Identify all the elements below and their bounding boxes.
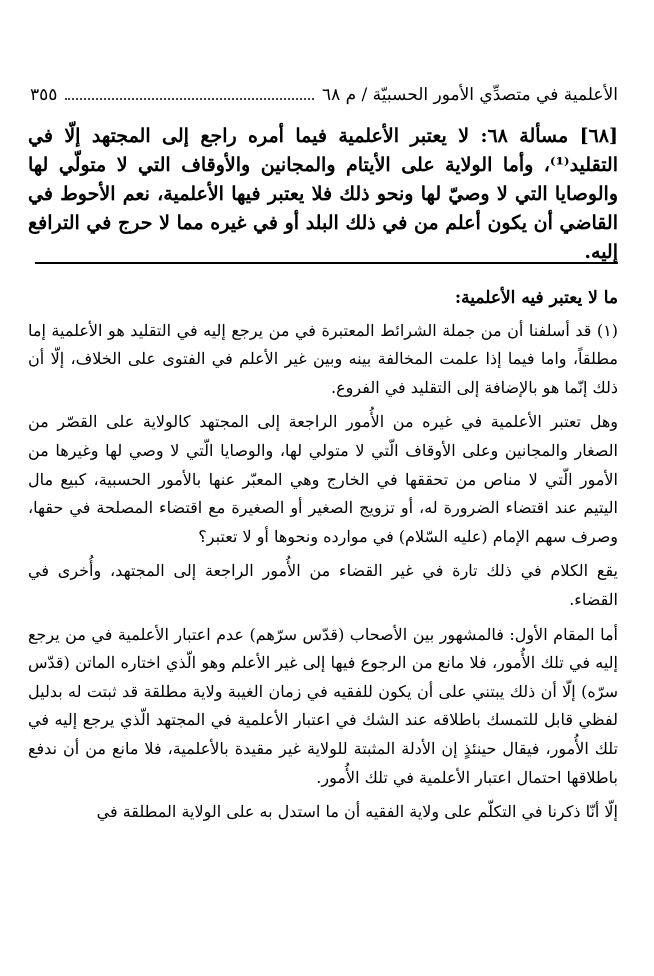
issue-68-paragraph: [٦٨] مسألة ٦٨: لا يعتبر الأعلمية فيما أمره راجع إلى المجتهد إلّا في التقليد⁽¹⁾، وأما الولاية على الأيتام والمجانين والأوقاف التي لا متولّي لها والوصايا التي لا وصيّ لها ونحو ذلك فلا يعتبر فيها الأعلمية، نعم الأحوط في القاضي أن يكون أعلم من في ذلك البلد أو في غيره مما لا حرج في الترافع إليه. bbox=[28, 125, 618, 263]
page-number: ٣٥٥ bbox=[30, 85, 58, 105]
running-title: الأعلمية في متصدِّي الأمور الحسبيّة / م ٦٨ bbox=[321, 85, 618, 105]
commentary-paragraph: وهل تعتبر الأعلمية في غيره من الأُمور الراجعة إلى المجتهد كالولاية على القصّر من الصغار والمجانين وعلى الأوقاف الّتي لا متولي لها، والوصايا الّتي لا وصي لها وغيرها من الأمور الّتي لا مناص من تحققها في الخارج وهي المعبّر عنها بالأمور الحسبية، كبيع مال اليتيم عند اقتضاء الضرورة له، أو تزويج الصغير أو الصغيرة مع اقتضاء المصلحة في حقها، وصرف سهم الإمام (عليه السّلام) في موارده ونحوها أو لا تعتبر؟ bbox=[28, 412, 618, 546]
section-heading: ما لا يعتبر فيه الأعلمية: bbox=[454, 288, 618, 308]
page-header bbox=[30, 82, 618, 108]
commentary-paragraph: إلّا أنّا ذكرنا في التكلّم على ولاية الفقيه أن ما استدل به على الولاية المطلقة في bbox=[96, 802, 618, 822]
commentary-block bbox=[28, 284, 618, 833]
commentary-paragraph: (١) قد أسلفنا أن من جملة الشرائط المعتبرة في من يرجع إليه في التقليد هو الأعلمية إما مطلقاً، واما فيما إذا علمت المخالفة بينه وبين غير الأعلم في الفتوى على الخلاف، إلّا أن ذلك إنّما هو بالإضافة إلى التقليد في الفروع. bbox=[28, 320, 618, 397]
commentary-paragraph: أما المقام الأول: فالمشهور بين الأصحاب (قدّس سرّهم) عدم اعتبار الأعلمية في من يرجع إليه في تلك الأُمور، فلا مانع من الرجوع فيها إلى غير الأعلم وهو الّذي اختاره الماتن (قدّس سرّه) إلّا أن ذلك يبتني على أن يكون للفقيه في زمان الغيبة ولاية مطلقة قد ثبتت له بدليل لفظي قابل للتمسك باطلاقه عند الشك في اعتبار الأعلمية في المجتهد الّذي يرجع إليه في تلك الأُمور، فيقال حينئذٍ إن الأدلة المثبتة للولاية غير مقيدة بالأعلمية، فلا مانع من أن ندفع باطلاقها احتمال اعتبار الأعلمية في تلك الأُمور. bbox=[28, 624, 619, 787]
main-text-block bbox=[28, 122, 618, 267]
header-dot-leader bbox=[65, 98, 314, 100]
commentary-paragraph: يقع الكلام في ذلك تارة في غير القضاء من الأُمور الراجعة إلى المجتهد، وأُخرى في القضاء. bbox=[28, 561, 618, 609]
separator-rule bbox=[35, 262, 618, 264]
